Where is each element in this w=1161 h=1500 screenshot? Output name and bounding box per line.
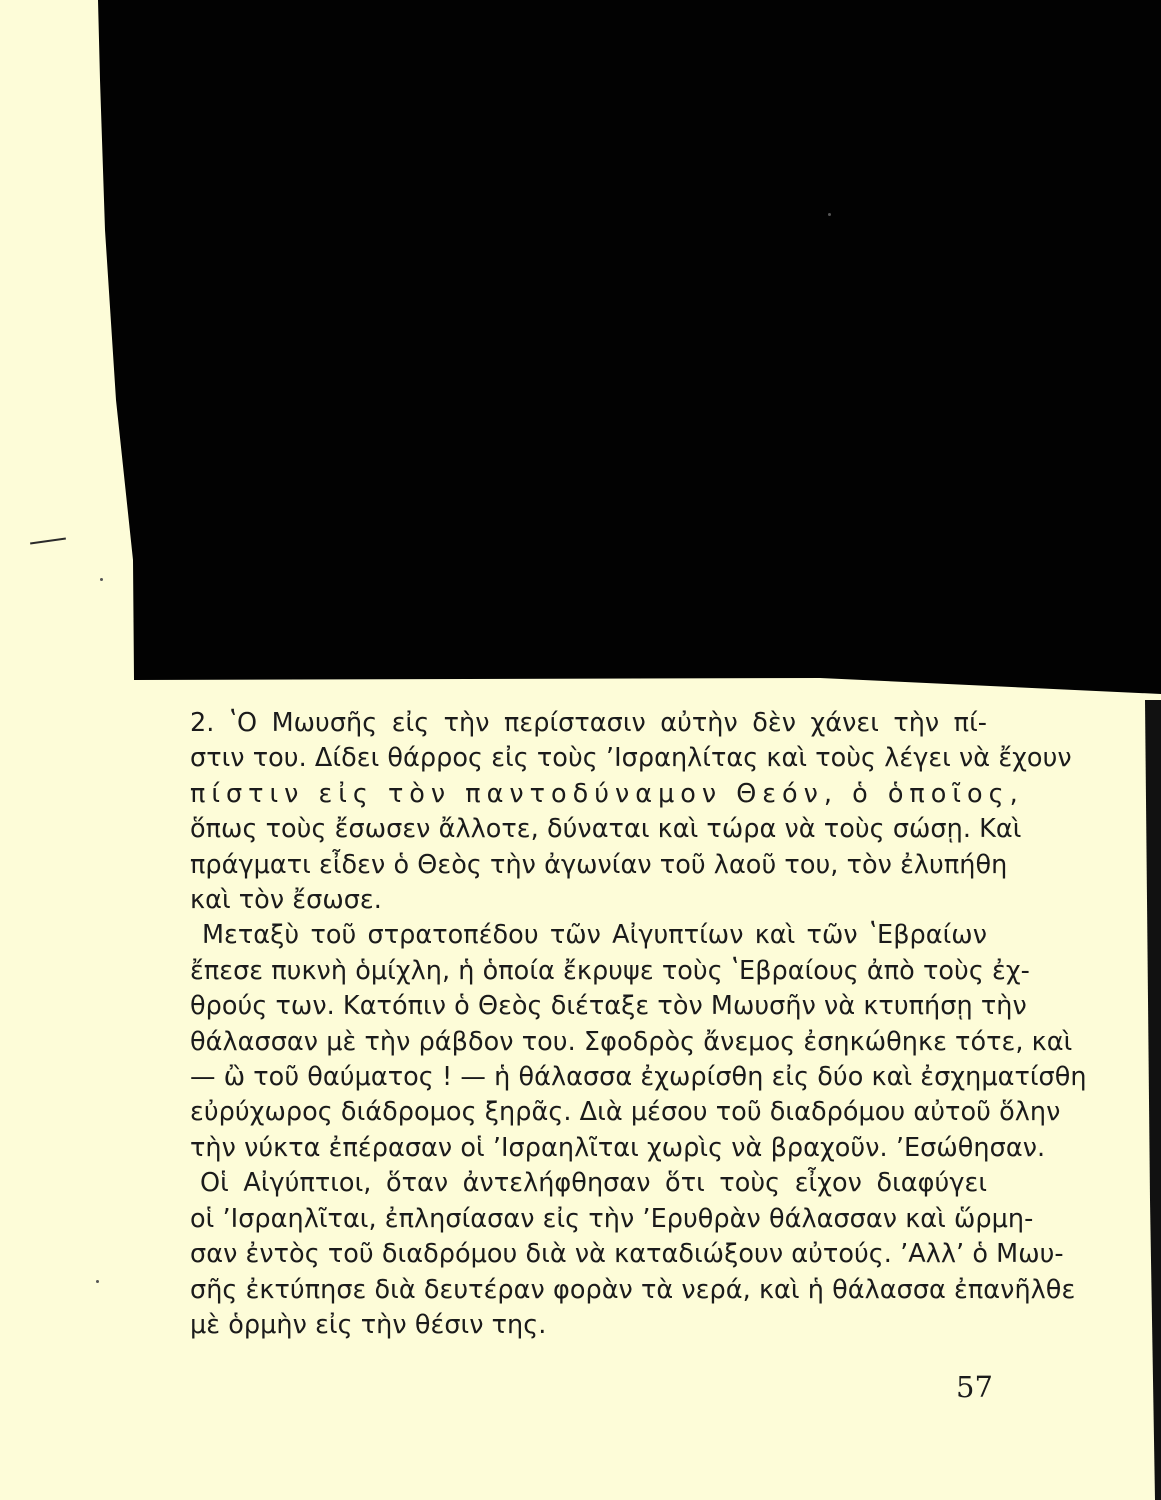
page-number: 57 — [956, 1370, 993, 1404]
blacked-out-image-area — [0, 0, 1161, 700]
paragraph-3 — [190, 1166, 1076, 1343]
text-line: ἔπεσε πυκνὴ ὁμίχλη, ἡ ὁποία ἔκρυψε τοὺς ʽΕβραίους ἀπὸ τοὺς ἐχ- — [190, 955, 1030, 986]
text-line: θάλασσαν μὲ τὴν ράβδον του. Σφοδρὸς ἄνεμος ἐσηκώθηκε τότε, καὶ — [190, 1026, 1073, 1057]
dust-speck — [828, 213, 831, 216]
dust-speck — [100, 578, 103, 581]
text-line: στιν του. Δίδει θάρρος εἰς τοὺς ʼΙσραηλίτας καὶ τοὺς λέγει νὰ ἔχουν — [190, 743, 1072, 774]
text-line: ὅπως τοὺς ἔσωσεν ἄλλοτε, δύναται καὶ τώρα νὰ τοὺς σώσῃ. Καὶ — [190, 814, 1022, 845]
text-line: Μεταξὺ τοῦ στρατοπέδου τῶν Αἰγυπτίων καὶ τῶν ʽΕβραίων — [202, 920, 987, 951]
paragraph-1 — [190, 706, 1072, 918]
text-line: σῆς ἐκτύπησε διὰ δευτέραν φορὰν τὰ νερά, καὶ ἡ θάλασσα ἐπανῆλθε — [190, 1274, 1076, 1305]
paragraph-2 — [190, 918, 1087, 1166]
text-line: καὶ τὸν ἔσωσε. — [190, 885, 382, 916]
text-line-emphasis: πίστιν εἰς τὸν παντοδύναμον Θεόν, ὁ ὁποῖος, — [190, 778, 1024, 809]
text-line: θρούς των. Κατόπιν ὁ Θεὸς διέταξε τὸν Μωυσῆν νὰ κτυπήσῃ τὴν — [190, 991, 1027, 1022]
text-line: πράγματι εἶδεν ὁ Θεὸς τὴν ἀγωνίαν τοῦ λαοῦ του, τὸν ἐλυπήθη — [190, 849, 1008, 880]
margin-mark — [30, 538, 66, 545]
text-line: 2. ʽΟ Μωυσῆς εἰς τὴν περίστασιν αὐτὴν δὲν χάνει τὴν πί- — [190, 708, 987, 738]
text-line: σαν ἐντὸς τοῦ διαδρόμου διὰ νὰ καταδιώξουν αὐτούς. ʼΑλλʼ ὁ Μωυ- — [190, 1239, 1064, 1270]
text-line: μὲ ὁρμὴν εἰς τὴν θέσιν της. — [190, 1309, 547, 1340]
text-line: Οἱ Αἰγύπτιοι, ὅταν ἀντελήφθησαν ὅτι τοὺς εἶχον διαφύγει — [200, 1168, 987, 1199]
dust-speck — [96, 1280, 99, 1283]
text-line: εὐρύχωρος διάδρομος ξηρᾶς. Διὰ μέσου τοῦ διαδρόμου αὐτοῦ ὅλην — [190, 1097, 1061, 1128]
body-text — [190, 706, 1087, 1343]
text-line: — ὢ τοῦ θαύματος ! — ἡ θάλασσα ἐχωρίσθη εἰς δύο καὶ ἐσχηματίσθη — [190, 1062, 1087, 1093]
text-line: οἱ ʼΙσραηλῖται, ἐπλησίασαν εἰς τὴν ʼΕρυθρὰν θάλασσαν καὶ ὥρμη- — [190, 1203, 1034, 1234]
text-line: τὴν νύκτα ἐπέρασαν οἱ ʼΙσραηλῖται χωρὶς νὰ βραχοῦν. ʼΕσώθησαν. — [190, 1132, 1046, 1163]
